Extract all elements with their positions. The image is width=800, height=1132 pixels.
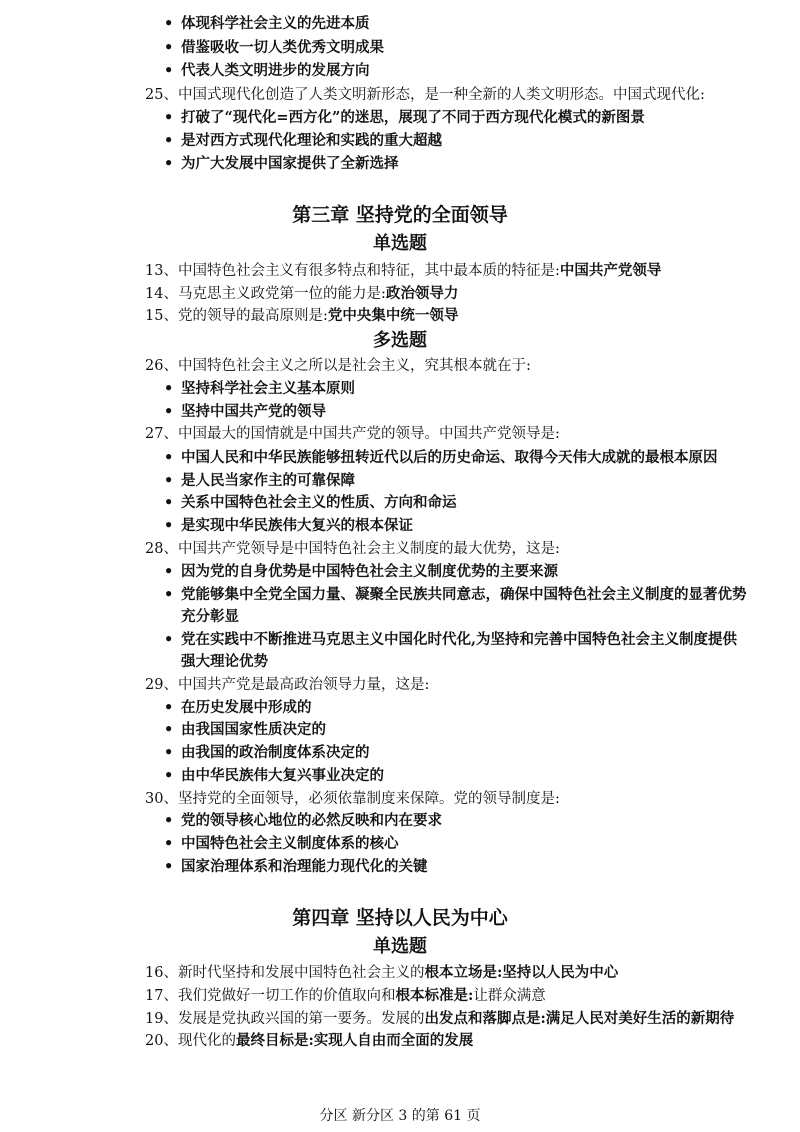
bullet-item: • 是人民当家作主的可靠保障: [164, 472, 355, 489]
bullet-item: • 关系中国特色社会主义的性质、方向和命运: [164, 494, 457, 511]
bullet-item: • 为广大发展中国家提供了全新选择: [164, 155, 399, 172]
bullet-item: • 党的领导核心地位的必然反映和内在要求: [164, 812, 442, 829]
single-choice-heading: 单选题: [373, 233, 427, 254]
bullet-item: • 国家治理体系和治理能力现代化的关键: [164, 858, 428, 875]
question-19: 19、发展是党执政兴国的第一要务。发展的出发点和落脚点是:满足人民对美好生活的新期待: [145, 1010, 735, 1027]
bullet-item: • 体现科学社会主义的先进本质: [164, 15, 370, 32]
bullet-item: • 代表人类文明进步的发展方向: [164, 62, 370, 79]
question-20: 20、现代化的最终目标是:实现人自由而全面的发展: [145, 1032, 474, 1049]
question-25: 25、中国式现代化创造了人类文明新形态，是一种全新的人类文明形态。中国式现代化:: [145, 87, 705, 103]
question-27: 27、中国最大的国情就是中国共产党的领导。中国共产党领导是:: [145, 426, 560, 442]
bullet-item: • 是对西方式现代化理论和实践的重大超越: [164, 132, 442, 149]
chapter-4-title: 第四章 坚持以人民为中心: [292, 907, 508, 929]
bullet-item: • 由我国国家性质决定的: [164, 721, 326, 738]
question-26: 26、中国特色社会主义之所以是社会主义，究其根本就在于:: [145, 358, 531, 374]
chapter-3-title: 第三章 坚持党的全面领导: [292, 204, 508, 226]
bullet-item: • 打破了“现代化=西方化”的迷思，展现了不同于西方现代化模式的新图景: [164, 109, 645, 126]
question-13: 13、中国特色社会主义有很多特点和特征，其中最本质的特征是:中国共产党领导: [145, 262, 662, 279]
bullet-item: • 坚持科学社会主义基本原则: [164, 380, 355, 397]
bullet-item: • 中国人民和中华民族能够扭转近代以后的历史命运、取得今天伟大成就的最根本原因: [164, 449, 718, 466]
question-29: 29、中国共产党是最高政治领导力量，这是:: [145, 677, 430, 693]
bullet-item: • 在历史发展中形成的: [164, 699, 312, 716]
bullet-item: • 党能够集中全党全国力量、凝聚全民族共同意志，确保中国特色社会主义制度的显著优势: [164, 586, 747, 603]
bullet-item: • 是实现中华民族伟大复兴的根本保证: [164, 517, 413, 534]
bullet-item: • 坚持中国共产党的领导: [164, 403, 326, 420]
bullet-item: • 借鉴吸收一切人类优秀文明成果: [164, 39, 384, 56]
question-16: 16、新时代坚持和发展中国特色社会主义的根本立场是:坚持以人民为中心: [145, 964, 619, 981]
page-footer: 分区 新分区 3 的第 61 页: [319, 1108, 481, 1124]
question-30: 30、坚持党的全面领导，必须依靠制度来保障。党的领导制度是:: [145, 791, 560, 807]
bullet-item: • 党在实践中不断推进马克思主义中国化时代化,为坚持和完善中国特色社会主义制度提供: [164, 631, 738, 648]
bullet-item: • 由中华民族伟大复兴事业决定的: [164, 767, 384, 784]
question-28: 28、中国共产党领导是中国特色社会主义制度的最大优势，这是:: [145, 541, 560, 557]
question-17: 17、我们党做好一切工作的价值取向和根本标准是:让群众满意: [145, 987, 546, 1004]
bullet-item-continuation: 充分彰显: [181, 608, 239, 625]
multi-choice-heading: 多选题: [373, 330, 427, 351]
bullet-item: • 由我国的政治制度体系决定的: [164, 744, 370, 761]
question-14: 14、马克思主义政党第一位的能力是:政治领导力: [145, 285, 459, 302]
bullet-item: • 中国特色社会主义制度体系的核心: [164, 835, 399, 852]
bullet-item: • 因为党的自身优势是中国特色社会主义制度优势的主要来源: [164, 563, 558, 580]
single-choice-heading: 单选题: [373, 936, 427, 957]
question-15: 15、党的领导的最高原则是:党中央集中统一领导: [145, 307, 459, 324]
bullet-item-continuation: 强大理论优势: [181, 653, 268, 670]
